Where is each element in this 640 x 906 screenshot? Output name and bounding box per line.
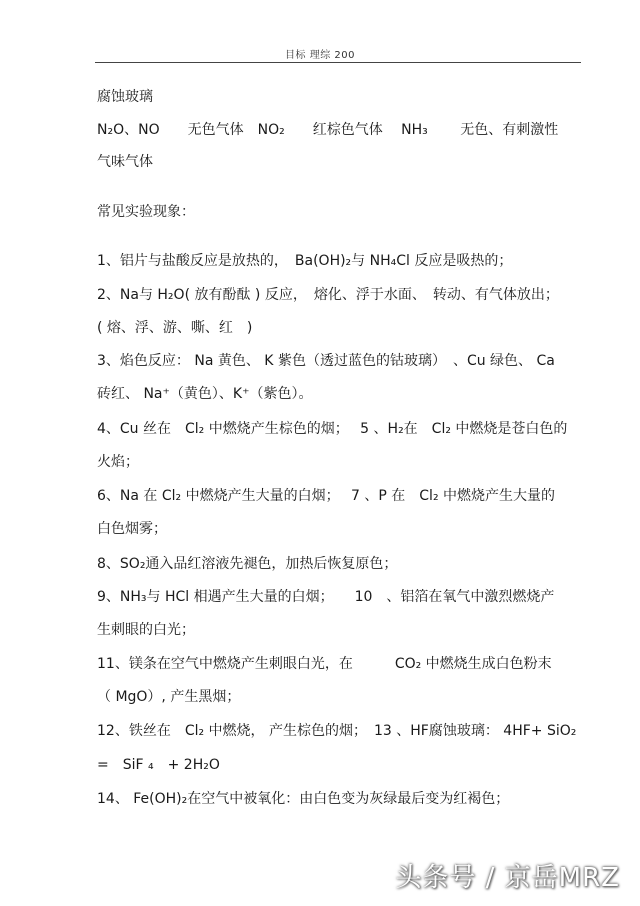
section-heading: 常见实验现象： xyxy=(97,204,195,220)
text-line: 6、Na 在 Cl₂ 中燃烧产生大量的白烟； 7 、P 在 Cl₂ 中燃烧产生大量的 xyxy=(97,488,556,504)
text-line: ( 熔、浮、游、嘶、红 ) xyxy=(97,320,253,336)
page-header: 目标 理综 200 xyxy=(285,50,355,61)
text-line: 2、Na与 H₂O( 放有酚酞 ) 反应， 熔化、浮于水面、 转动、有气体放出； xyxy=(97,287,559,303)
text-line: 14、 Fe(OH)₂在空气中被氧化：由白色变为灰绿最后变为红褐色； xyxy=(97,791,510,807)
text-line: 白色烟雾； xyxy=(97,521,167,537)
text-line: 腐蚀玻璃 xyxy=(97,89,153,105)
text-line: 火焰； xyxy=(97,454,139,470)
text-line: （ MgO）, 产生黑烟； xyxy=(97,689,241,705)
text-line: 气味气体 xyxy=(97,154,153,170)
text-line: 3、焰色反应： Na 黄色、 K 紫色（透过蓝色的钴玻璃） 、Cu 绿色、 Ca xyxy=(97,353,555,369)
text-line: 12、铁丝在 Cl₂ 中燃烧， 产生棕色的烟； 13 、HF腐蚀玻璃： 4HF+ SiO₂ xyxy=(97,723,577,739)
header-divider xyxy=(95,62,581,63)
text-line: 8、SO₂通入品红溶液先褪色，加热后恢复原色； xyxy=(97,556,398,572)
text-line: = SiF ₄ + 2H₂O xyxy=(97,757,220,773)
text-line: 11、镁条在空气中燃烧产生刺眼白光，在 CO₂ 中燃烧生成白色粉末 xyxy=(97,656,552,672)
text-line: N₂O、NO 无色气体 NO₂ 红棕色气体 NH₃ 无色、有刺激性 xyxy=(97,122,559,138)
text-line: 砖红、 Na⁺（黄色）、K⁺（紫色）。 xyxy=(97,386,313,402)
text-line: 9、NH₃与 HCl 相遇产生大量的白烟； 10 、铝箔在氧气中激烈燃烧产 xyxy=(97,589,555,605)
watermark: 头条号 / 京岳MRZ xyxy=(395,863,620,893)
text-line: 1、铝片与盐酸反应是放热的， Ba(OH)₂与 NH₄Cl 反应是吸热的； xyxy=(97,253,513,269)
text-line: 4、Cu 丝在 Cl₂ 中燃烧产生棕色的烟； 5 、H₂在 Cl₂ 中燃烧是苍白色的 xyxy=(97,421,568,437)
text-line: 生刺眼的白光； xyxy=(97,622,195,638)
